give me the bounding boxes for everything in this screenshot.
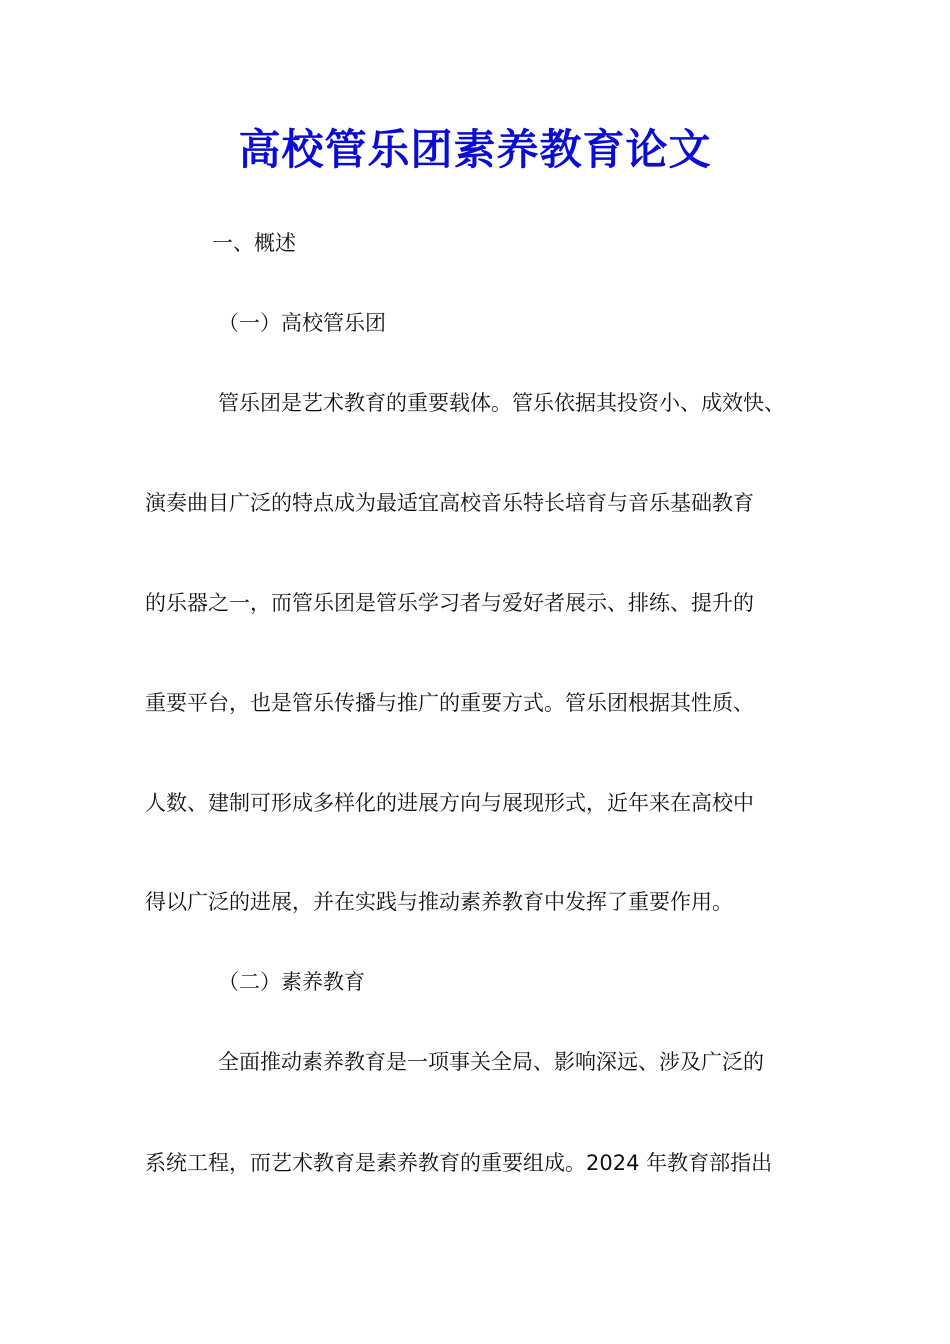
paragraph-line: 全面推动素养教育是一项事关全局、影响深远、涉及广泛的 (218, 1050, 764, 1074)
paragraph-line: 管乐团是艺术教育的重要载体。管乐依据其投资小、成效快、 (218, 391, 785, 415)
subsection-heading-band: （一）高校管乐团 (218, 311, 386, 335)
paragraph-line: 演奏曲目广泛的特点成为最适宜高校音乐特长培育与音乐基础教育 (145, 491, 754, 515)
paragraph-line: 的乐器之一，而管乐团是管乐学习者与爱好者展示、排练、提升的 (145, 591, 754, 615)
paragraph-line: 系统工程，而艺术教育是素养教育的重要组成。2024 年教育部指出 (145, 1151, 773, 1175)
paragraph-line: 人数、建制可形成多样化的进展方向与展现形式，近年来在高校中 (145, 791, 754, 815)
document-title: 高校管乐团素养教育论文 (238, 125, 712, 174)
paragraph-line: 得以广泛的进展，并在实践与推动素养教育中发挥了重要作用。 (145, 890, 733, 914)
section-heading-overview: 一、概述 (212, 231, 296, 255)
subsection-heading-quality-education: （二）素养教育 (218, 970, 365, 994)
paragraph-line: 重要平台，也是管乐传播与推广的重要方式。管乐团根据其性质、 (145, 691, 754, 715)
